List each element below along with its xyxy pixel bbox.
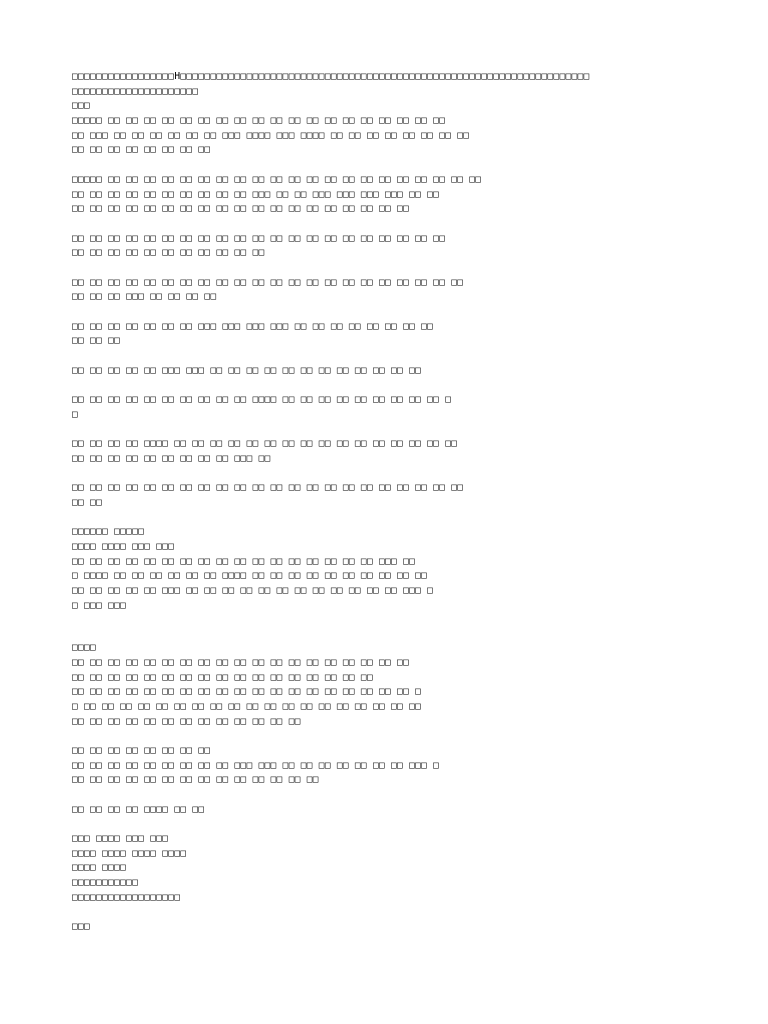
paragraph-line: □□ □□ □□ □□ □□ □□ □□ □□ □□ □□ □□ □□ □□ □□ xyxy=(72,774,319,786)
paragraph-line: □ □□ □□ □□ □□ □□ □□ □□ □□ □□ □□ □□ □□ □□ □□ □□ □□ □□ □□ □□ xyxy=(72,700,422,712)
paragraph-line: □□ □□ xyxy=(72,496,103,508)
paragraph-line: □□ □□ □□ □□ □□ □□ □□ □□ □□ □□ □□ □□ □□ □□ □□ □□ □□ □□ □□ xyxy=(72,203,410,215)
paragraph-line: □□ □□ □□ □□ □□□□ □□ □□ xyxy=(72,803,205,815)
paragraph-line: □□ □□ □□ □□ □□ □□ □□ □□ □□ □□ □□ □□ □□ □□ □□ □□ □□ □□ □□ □□ □□ xyxy=(72,232,446,244)
paragraph-line: □□ □□ □□ □□□ □□ □□ □□ □□ xyxy=(72,291,217,303)
paragraph-line: □□ □□ □□ □□ □□ □□ □□ □□ xyxy=(72,144,211,156)
paragraph-line: □□ □□ □□ □□ □□ □□ □□ □□ □□ □□ □□ □□ □□ □□ □□ □□ □□ □□ □□ xyxy=(72,656,410,668)
footer-line: □□□ xyxy=(72,921,91,933)
paragraph-line: □□ □□ □□ □□ □□ □□ □□ □□ xyxy=(72,744,211,756)
closing-line: □□□□ □□□□ xyxy=(72,862,127,874)
paragraph-line: □□ □□ □□ xyxy=(72,335,121,347)
paragraph-line: □□□□□ □□ □□ □□ □□ □□ □□ □□ □□ □□ □□ □□ □□ □□ □□ □□ □□ □□ □□ □□ xyxy=(72,115,446,127)
paragraph-line: □□ □□ □□ □□ □□ □□ □□ □□ □□ □□ □□ □□ □□ xyxy=(72,715,301,727)
paragraph-line: □□ □□ □□ □□ □□ □□ □□ □□ □□ □□ □□□□ □□ □□ □□ □□ □□ □□ □□ □□ □□ □ xyxy=(72,394,452,406)
section-heading: □□□□ xyxy=(72,642,97,654)
closing-line: □□□ □□□□ □□□ □□□ xyxy=(72,833,169,845)
section-heading: □□□□□□ □□□□□ xyxy=(72,526,145,538)
paragraph-line: □□ □□ □□ □□ □□ □□□ □□ □□ □□ □□ □□ □□ □□ □□ □□ □□ □□ □□ □□□ □ xyxy=(72,585,434,597)
paragraph-line: □□ □□ □□ □□ □□ □□ □□ □□ □□ □□□ □□□ □□ □□ □□ □□ □□ □□ □□ □□□ □ xyxy=(72,759,440,771)
paragraph-line: □□ □□ □□ □□ □□ □□ □□ □□ □□ □□ □□ □□ □□ □□ □□ □□ □□ □□ □□ □□ □□ □□ xyxy=(72,482,464,494)
doc-title-line: □□□ xyxy=(72,100,91,112)
doc-title-line: □□□□□□□□□□□□□□□□□H□□□□□□□□□□□□□□□□□□□□□□□□□□□□□□□□□□□□□□□□□□□□□□□□□□□□□□□□□□□□□□□□□□□□ xyxy=(72,71,590,82)
paragraph-line: □□ □□ □□ □□ □□ □□ □□ □□ □□ □□□ □□ xyxy=(72,452,271,464)
paragraph-line: □□ □□□ □□ □□ □□ □□ □□ □□ □□□ □□□□ □□□ □□□□ □□ □□ □□ □□ □□ □□ □□ □□ xyxy=(72,129,470,141)
paragraph-line: □ □□□ □□□ xyxy=(72,599,127,611)
closing-line: □□□□ □□□□ □□□□ □□□□ xyxy=(72,847,187,859)
paragraph-line: □□ □□ □□ □□ □□ □□ □□ □□ □□ □□ □□□ □□ □□ □□□ □□□ □□□ □□□ □□ □□ xyxy=(72,188,440,200)
paragraph-line: □ xyxy=(72,408,79,420)
paragraph-line: □□ □□ □□ □□ □□ □□ □□ □□ □□ □□ □□ xyxy=(72,247,265,259)
closing-line: □□□□□□□□□□□□□□□□□□ xyxy=(72,891,181,903)
paragraph-line: □□ □□ □□ □□ □□ □□ □□ □□ □□ □□ □□ □□ □□ □□ □□ □□ □□ xyxy=(72,671,373,683)
section-subheading: □□□□ □□□□ □□□ □□□ xyxy=(72,541,175,552)
paragraph-line: □ □□□□ □□ □□ □□ □□ □□ □□ □□□□ □□ □□ □□ □□ □□ □□ □□ □□ □□ □□ xyxy=(72,570,428,582)
paragraph-line: □□ □□ □□ □□ □□ □□ □□ □□ □□ □□ □□ □□ □□ □□ □□ □□ □□ □□ □□ □□ □□ □□ xyxy=(72,276,464,288)
paragraph-line: □□□□□ □□ □□ □□ □□ □□ □□ □□ □□ □□ □□ □□ □□ □□ □□ □□ □□ □□ □□ □□ □□ □□ xyxy=(72,173,482,185)
paragraph-line: □□ □□ □□ □□ □□□□ □□ □□ □□ □□ □□ □□ □□ □□ □□ □□ □□ □□ □□ □□ □□ □□ xyxy=(72,438,458,450)
paragraph-line: □□ □□ □□ □□ □□ □□□ □□□ □□ □□ □□ □□ □□ □□ □□ □□ □□ □□ □□ □□ xyxy=(72,364,422,376)
document-page xyxy=(72,70,696,935)
doc-title-line: □□□□□□□□□□□□□□□□□□□□□ xyxy=(72,85,199,97)
paragraph-line: □□ □□ □□ □□ □□ □□ □□ □□□ □□□ □□□ □□□ □□ □□ □□ □□ □□ □□ □□ □□ xyxy=(72,320,434,332)
paragraph-line: □□ □□ □□ □□ □□ □□ □□ □□ □□ □□ □□ □□ □□ □□ □□ □□ □□ □□ □□ □ xyxy=(72,686,422,698)
paragraph-line: □□ □□ □□ □□ □□ □□ □□ □□ □□ □□ □□ □□ □□ □□ □□ □□ □□ □□□ □□ xyxy=(72,555,416,567)
closing-line: □□□□□□□□□□□ xyxy=(72,877,139,889)
